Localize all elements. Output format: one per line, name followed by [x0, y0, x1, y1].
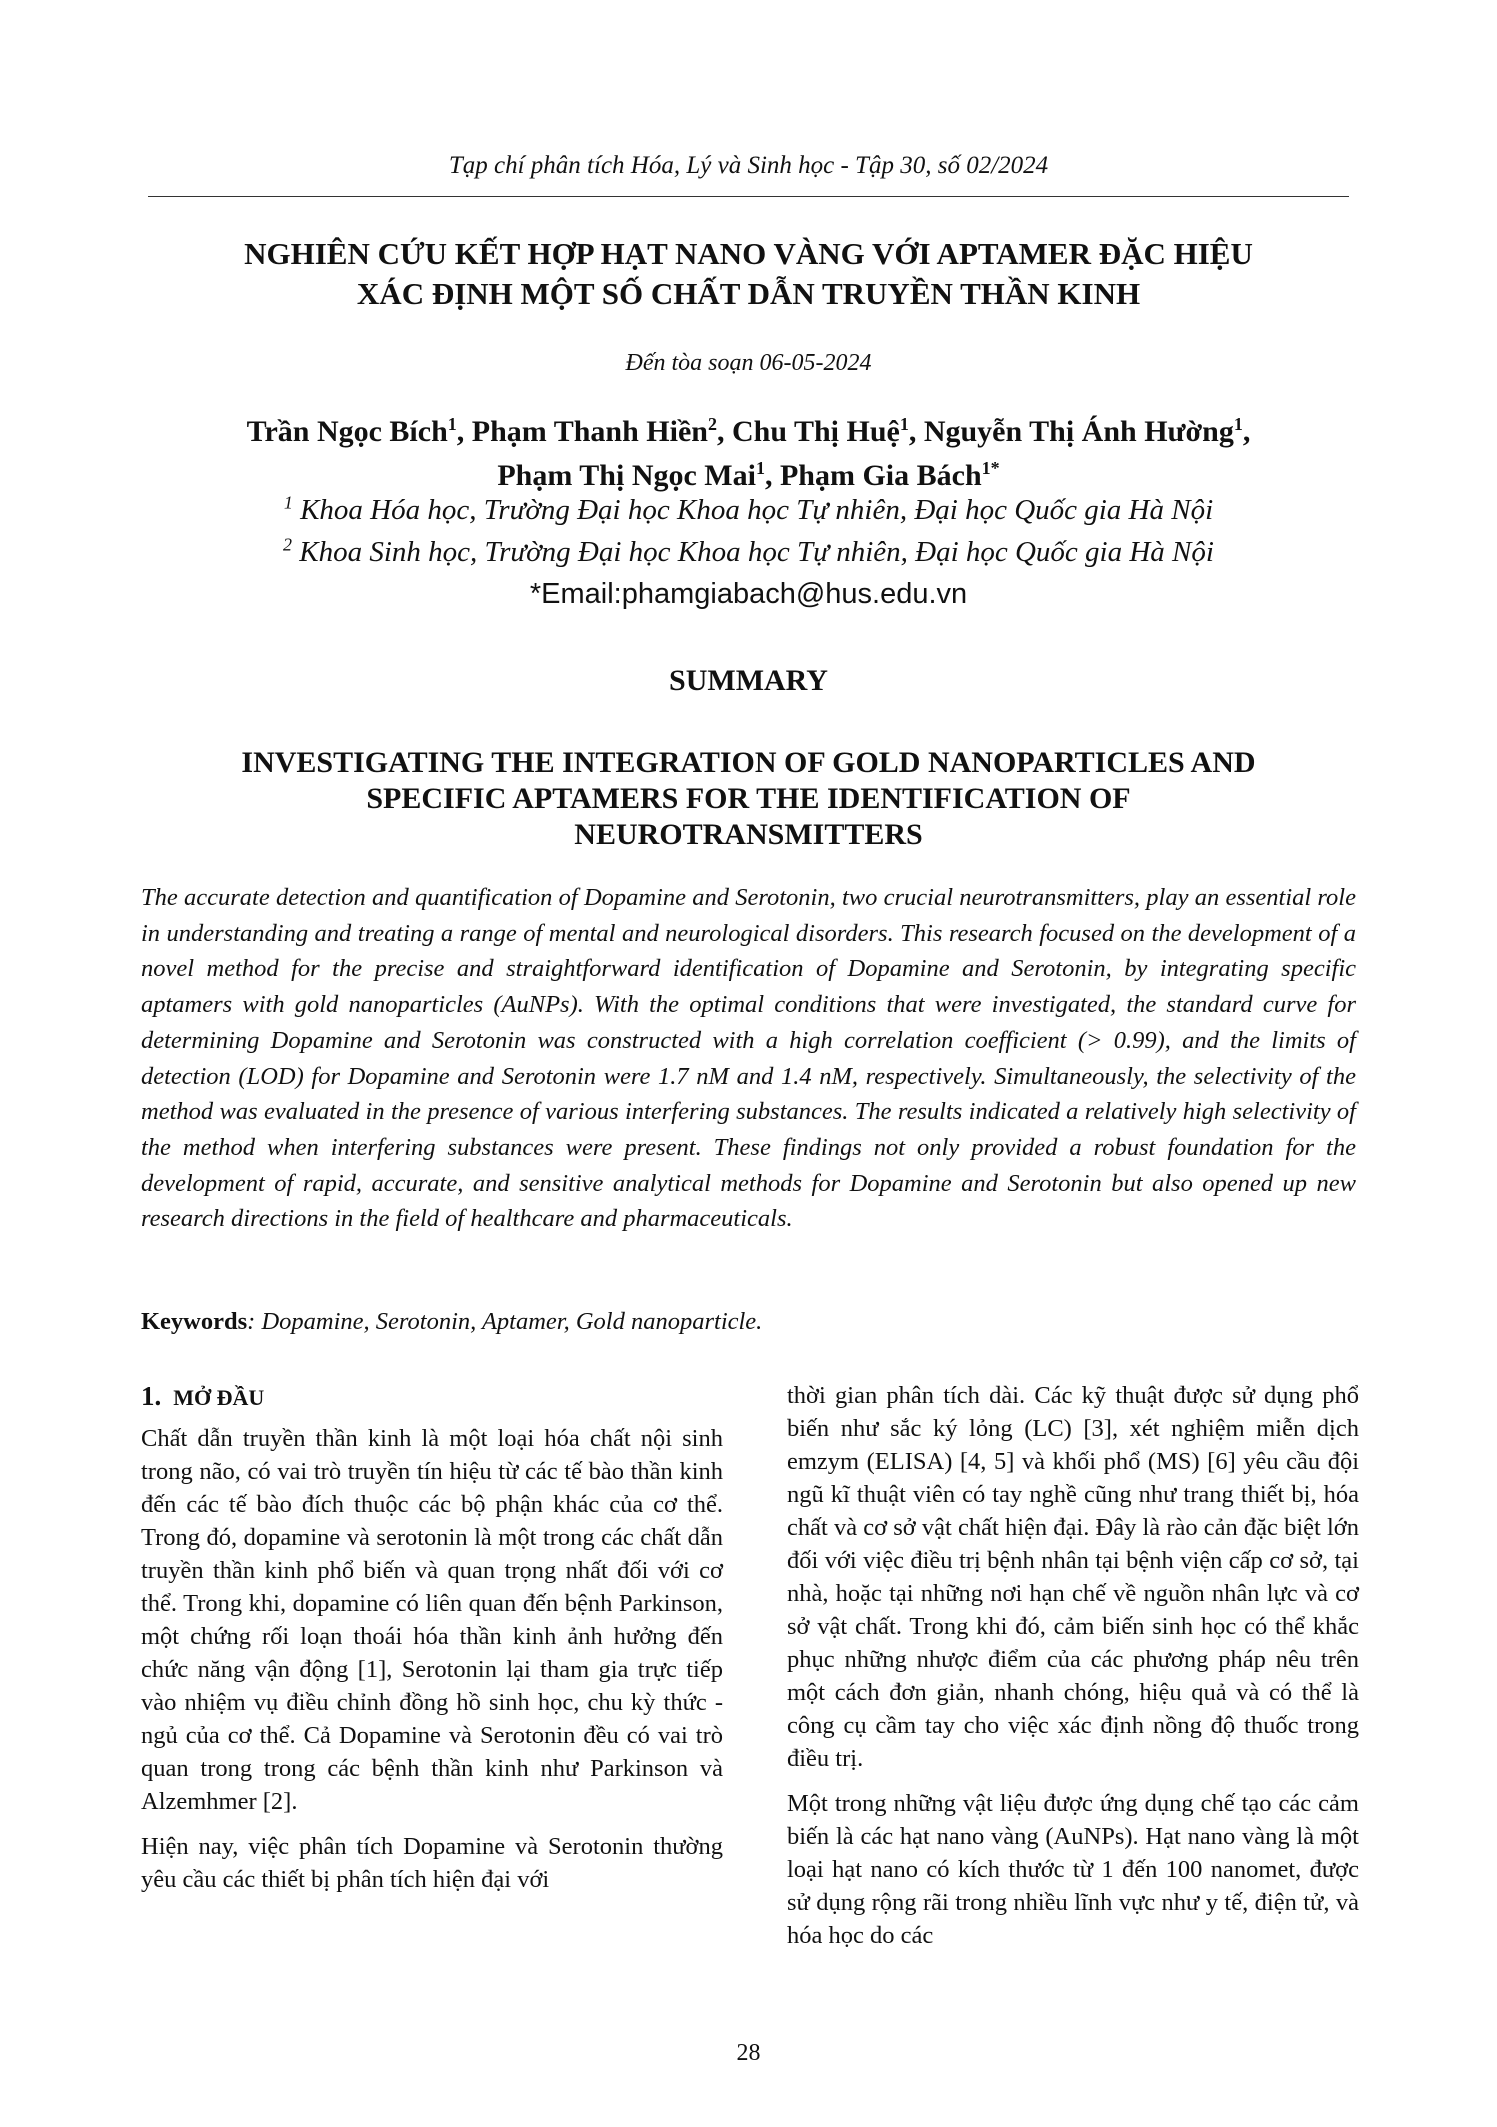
header-rule — [148, 196, 1349, 197]
section-number: 1. — [141, 1381, 162, 1411]
author-affiliation-mark: 1 — [1233, 414, 1243, 434]
abstract: The accurate detection and quantification of Dopamine and Serotonin, two crucial neurotransmitters, play an essential role in understanding and treating a range of mental and neurological disorders. This research focused on the development of a novel method for the precise and straightforward identification of Dopamine and Serotonin, by integrating specific aptamers with gold nanoparticles (AuNPs). With the optimal conditions that were investigated, the standard curve for determining Dopamine and Serotonin was constructed with a high correlation coefficient (> 0.99), and the limits of detection (LOD) for Dopamine and Serotonin were 1.7 nM and 1.4 nM, respectively. Simultaneously, the selectivity of the method was evaluated in the presence of various interfering substances. The results indicated a relatively high selectivity of the method when interfering substances were present. These findings not only provided a robust foundation for the development of rapid, accurate, and sensitive analytical methods for Dopamine and Serotonin but also opened up new research directions in the field of healthcare and pharmaceuticals. — [141, 884, 1356, 1233]
author-name: Trần Ngọc Bích — [246, 415, 448, 448]
author-separator: , — [456, 415, 472, 448]
journal-header: Tạp chí phân tích Hóa, Lý và Sinh học - Tập 30, số 02/2024 — [448, 152, 1049, 179]
author-name: Chu Thị Huệ — [731, 415, 900, 448]
author-line-2 — [148, 454, 1349, 498]
paragraph: Một trong những vật liệu được ứng dụng chế tạo các cảm biến là các hạt nano vàng (AuNPs). Hạt nano vàng là một loại hạt nano có kích thước từ 1 đến 100 nanomet, được sử dụng rộng rãi trong nhiều lĩnh vực như y tế, điện tử, và hóa học do các — [787, 1790, 1359, 1949]
title-english — [148, 745, 1349, 853]
author-separator: , — [716, 415, 732, 448]
keywords-label: Keywords — [141, 1308, 248, 1335]
title-vietnamese-line-2: XÁC ĐỊNH MỘT SỐ CHẤT DẪN TRUYỀN THẦN KINH — [356, 276, 1141, 311]
corresponding-email: *Email:phamgiabach@hus.edu.vn — [529, 578, 968, 610]
section-title: MỞ ĐẦU — [173, 1385, 265, 1410]
author-name: Phạm Thanh Hiền — [471, 415, 708, 448]
affiliation-mark: 2 — [283, 534, 293, 555]
author-line-1 — [148, 410, 1349, 454]
author-list — [148, 410, 1349, 498]
paragraph: thời gian phân tích dài. Các kỹ thuật được sử dụng phổ biến như sắc ký lỏng (LC) [3], xét nghiệm miễn dịch emzym (ELISA) [4, 5] và khối phổ (MS) [6] yêu cầu đội ngũ kĩ thuật viên có tay nghề cũng như trang thiết bị, hóa chất và cơ sở vật chất hiện đại. Đây là rào cản đặc biệt lớn đối với việc điều trị bệnh nhân tại bệnh viện cấp cơ sở, tại nhà, hoặc tại những nơi hạn chế về nguồn nhân lực và cơ sở vật chất. Trong khi đó, cảm biến sinh học có thể khắc phục những nhược điểm của các phương pháp nêu trên một cách đơn giản, nhanh chóng, hiệu quả và có thể là công cụ cầm tay cho việc xác định nồng độ thuốc trong điều trị. — [787, 1382, 1359, 1772]
author-affiliation-mark: 2 — [707, 414, 717, 434]
author-separator: , — [764, 459, 780, 492]
affiliation-2 — [148, 536, 1349, 569]
affiliation-text: Khoa Sinh học, Trường Đại học Khoa học Tự nhiên, Đại học Quốc gia Hà Nội — [292, 536, 1214, 568]
paragraph: Chất dẫn truyền thần kinh là một loại hóa chất nội sinh trong não, có vai trò truyền tín hiệu từ các tế bào thần kinh đến các tế bào đích thuộc các bộ phận khác của cơ thể. Trong đó, dopamine và serotonin là một trong các chất dẫn truyền thần kinh phổ biến và quan trọng nhất đối với cơ thể. Trong khi, dopamine có liên quan đến bệnh Parkinson, một chứng rối loạn thoái hóa thần kinh ảnh hưởng đến chức năng vận động [1], Serotonin lại tham gia trực tiếp vào nhiệm vụ điều chỉnh đồng hồ sinh học, chu kỳ thức - ngủ của cơ thể. Cả Dopamine và Serotonin đều có vai trò quan trong trong các bệnh thần kinh như Parkinson và Alzemhmer [2]. — [141, 1425, 723, 1815]
page-number: 28 — [736, 2040, 761, 2066]
affiliation-1 — [148, 494, 1349, 527]
received-date: Đến tòa soạn 06-05-2024 — [625, 350, 872, 376]
author-name: Nguyễn Thị Ánh Hường — [923, 415, 1234, 448]
author-affiliation-mark: 1 — [447, 414, 457, 434]
author-separator: , — [908, 415, 924, 448]
author-affiliation-mark: 1 — [899, 414, 909, 434]
affiliation-mark: 1 — [283, 492, 293, 513]
author-separator: , — [1242, 415, 1251, 448]
left-column — [141, 1380, 723, 1908]
keywords-text: : Dopamine, Serotonin, Aptamer, Gold nanoparticle. — [247, 1308, 763, 1335]
title-english-line-3: NEUROTRANSMITTERS — [574, 818, 923, 851]
title-english-line-2: SPECIFIC APTAMERS FOR THE IDENTIFICATION OF — [366, 782, 1131, 815]
author-affiliation-mark: 1* — [981, 458, 1000, 478]
title-vietnamese — [148, 234, 1349, 314]
author-name: Phạm Thị Ngọc Mai — [497, 459, 756, 492]
section-heading — [141, 1380, 723, 1414]
summary-heading: SUMMARY — [669, 664, 828, 697]
author-name: Phạm Gia Bách — [779, 459, 982, 492]
author-affiliation-mark: 1 — [755, 458, 765, 478]
keywords — [141, 1308, 1356, 1336]
title-vietnamese-line-1: NGHIÊN CỨU KẾT HỢP HẠT NANO VÀNG VỚI APTAMER ĐẶC HIỆU — [244, 236, 1253, 271]
title-english-line-1: INVESTIGATING THE INTEGRATION OF GOLD NANOPARTICLES AND — [241, 746, 1256, 779]
right-column — [787, 1379, 1359, 1964]
affiliation-text: Khoa Hóa học, Trường Đại học Khoa học Tự nhiên, Đại học Quốc gia Hà Nội — [292, 494, 1214, 526]
paragraph: Hiện nay, việc phân tích Dopamine và Serotonin thường yêu cầu các thiết bị phân tích hiện đại với — [141, 1833, 723, 1893]
